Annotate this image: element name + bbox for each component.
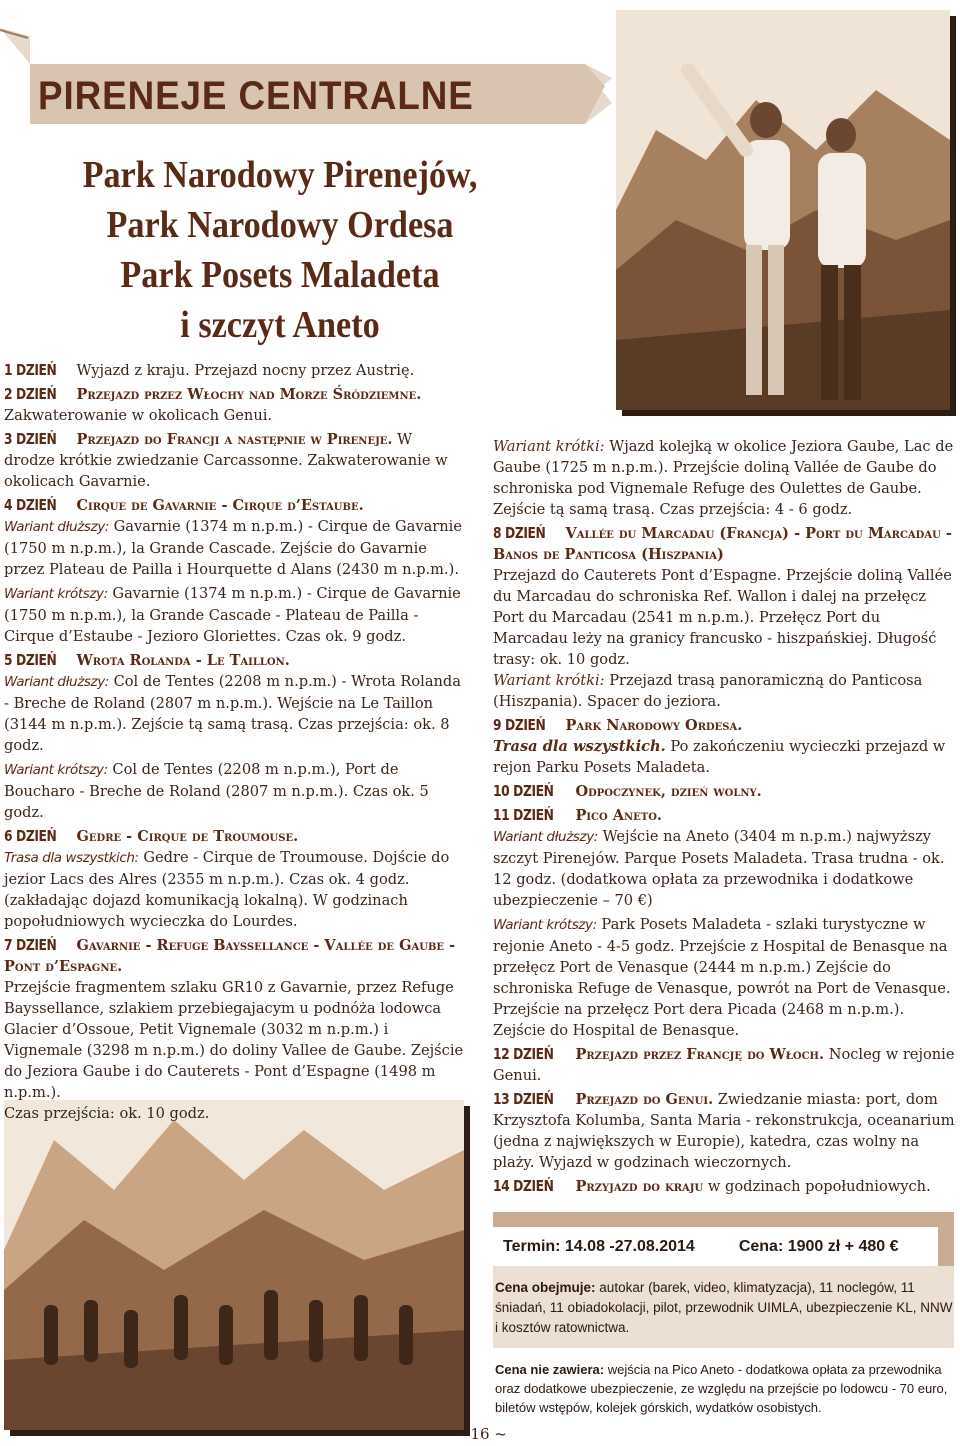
variant-all [493, 736, 955, 778]
variant-all [4, 847, 466, 932]
day-2 [4, 384, 466, 426]
day-text: w godzinach popołudniowych. [707, 1178, 931, 1195]
variant-text: Gavarnie (1374 m n.p.m.) - Cirque de Gavarnie (1750 m n.p.m.), la Grande Cascade - Plateau de Pailla - Cirque d’Estaube - Jezioro Gloriettes. Czas ok. 9 godz. [4, 585, 461, 645]
day-heading: Cirque de Gavarnie - Cirque d’Estaube. [76, 497, 364, 514]
banner-title: PIRENEJE CENTRALNE [38, 74, 474, 118]
variant-long [4, 516, 466, 580]
day-7 [4, 935, 466, 1124]
day-6 [4, 826, 466, 932]
day-12 [493, 1044, 955, 1086]
day-8 [493, 523, 955, 712]
day-heading: Wrota Rolanda - Le Taillon. [76, 652, 290, 669]
variant-short [493, 670, 955, 712]
day-13 [493, 1089, 955, 1173]
day-text: Nocleg w rejonie Genui. [493, 1046, 955, 1084]
price-includes-box [493, 1266, 954, 1348]
variant-text: Wejście na Aneto (3404 m n.p.m.) najwyższy szczyt Pirenejów. Parque Posets Maladeta. Trasa trudna - ok. 12 godz. (dodatkowa opłata za przewodnika i dodatkowe ubezpieczenie – 70 €) [493, 828, 945, 909]
day-text: W drodze krótkie zwiedzanie Carcassonne. Zakwaterowanie w okolicach Gavarnie. [4, 431, 448, 490]
park-title [40, 150, 520, 350]
park-title-line: Park Narodowy Pirenejów, [82, 154, 478, 196]
trip-dates: Termin: 14.08 -27.08.2014 [503, 1238, 695, 1255]
group-photo-illustration [4, 1100, 464, 1430]
excludes-label: Cena nie zawiera: [495, 1362, 605, 1377]
variant-text: Wjazd kolejką w okolice Jeziora Gaube, Lac de Gaube (1725 m n.p.m.). Przejście doliną Vallée de Gaube do schroniska pod Vignemale Refuge des Oulettes de Gaube. Zejście tą samą trasą. Czas przejścia: 4 - 6 godz. [493, 438, 954, 518]
variant-text: Park Posets Maladeta - szlaki turystyczne w rejonie Aneto - 4-5 godz. Przejście z Hospital de Benasque na przełęcz Port de Venasque (2444 m n.p.m.) Zejście do schroniska Refuge de Venasque, powrót na Port de Venasque. Przejście na przełęcz Port dera Picada (2468 m n.p.m.). Zejście do Hospital de Benasque. [493, 916, 951, 1039]
day-label: 6 DZIEŃ [4, 827, 57, 845]
day-label: 1 DZIEŃ [4, 361, 57, 379]
variant-text: Gedre - Cirque de Troumouse. Dojście do jezior Lacs des Alres (2355 m n.p.m.). Czas ok. 4 godz. (zakładając dojazd komunikacją lokalną). W godzinach popołudniowych wycieczka do Lourdes. [4, 849, 450, 930]
day-heading: Pico Aneto. [575, 807, 662, 824]
day-heading: Odpoczynek, dzień wolny. [575, 783, 762, 800]
day-text: Zwiedzanie miasta: port, dom Krzysztofa Kolumba, Santa Maria - rekonstrukcja, oceanarium (jedna z największych w Europie), katedra, czas wolny na plaży. Wyjazd w godzinach wieczornych. [493, 1091, 955, 1171]
day-heading: Przejazd przez Włochy nad Morze Śródziemne. [76, 386, 422, 403]
day-1 [4, 360, 466, 381]
day-7-variant-short [493, 436, 955, 520]
day-4 [4, 495, 466, 647]
day-heading: Park Narodowy Ordesa. [565, 717, 743, 734]
day-label: 9 DZIEŃ [493, 716, 546, 734]
day-text-duration: Czas przejścia: ok. 10 godz. [4, 1105, 210, 1122]
itinerary-right-column [493, 436, 955, 1200]
hikers-photo-illustration [616, 10, 950, 410]
day-heading: Przejazd do Francji a następnie w Pireneje. [76, 431, 393, 448]
day-heading: Vallée du Marcadau (Francja) - Port du Marcadau - Banos de Panticosa (Hiszpania) [493, 525, 952, 563]
variant-label: Wariant dłuższy: [493, 829, 598, 845]
trip-price: Cena: 1900 zł + 480 € [738, 1238, 899, 1255]
itinerary-left-column [4, 360, 466, 1127]
day-heading: Gedre - Cirque de Troumouse. [76, 828, 299, 845]
variant-long [493, 826, 955, 911]
term-price-inner [493, 1227, 938, 1267]
page-number: ~ 16 ~ [453, 1425, 507, 1443]
day-heading: Przejazd do Genui. [575, 1091, 714, 1108]
day-label: 3 DZIEŃ [4, 430, 57, 448]
variant-label: Wariant krótszy: [4, 586, 108, 602]
variant-text: Przejazd trasą panoramiczną do Panticosa (Hiszpania). Spacer do jeziora. [493, 672, 923, 710]
park-title-line: Park Posets Maladeta [120, 254, 440, 296]
day-heading: Gavarnie - Refuge Bayssellance - Vallée de Gaube - Pont d’Espagne. [4, 937, 456, 975]
day-label: 5 DZIEŃ [4, 651, 57, 669]
includes-text: autokar (barek, video, klimatyzacja), 11 noclegów, 11 śniadań, 11 obiadokolacji, pilot, przewodnik UIMLA, ubezpieczenie KL, NNW i kosztów ratownictwa. [495, 1280, 953, 1335]
day-10 [493, 781, 955, 802]
day-label: 14 DZIEŃ [493, 1177, 554, 1195]
group-photo [4, 1100, 464, 1430]
day-label: 10 DZIEŃ [493, 782, 554, 800]
variant-long [4, 671, 466, 756]
price-excludes-box [493, 1352, 954, 1424]
variant-label: Trasa dla wszystkich. [493, 738, 666, 755]
day-text: Zakwaterowanie w okolicach Genui. [4, 407, 273, 424]
variant-text: Col de Tentes (2208 m n.p.m.) - Wrota Rolanda - Breche de Roland (2807 m n.p.m.). Wejście na Le Taillon (3144 m n.p.m.). Zejście tą samą trasą. Czas przejścia: ok. 8 godz. [4, 673, 461, 754]
park-title-line: i szczyt Aneto [180, 304, 380, 346]
header-banner [0, 28, 612, 132]
variant-label: Wariant krótki: [493, 672, 605, 689]
variant-text: Col de Tentes (2208 m n.p.m.), Port de Boucharo - Breche de Roland (2807 m n.p.m.). Czas ok. 5 godz. [4, 761, 429, 821]
day-text: Przejście fragmentem szlaku GR10 z Gavarnie, przez Refuge Bayssellance, szlakiem przebiegajacym u podnóża lodowca Glacier d’Ossoue, Petit Vignemale (3032 m n.p.m.) i Vignemale (3298 m n.p.m.) do doliny Vallee de Gaube. Zejście do Jeziora Gaube i do Cauterets - Pont d’Espagne (1498 m n.p.m.). [4, 979, 464, 1101]
excludes-text: wejścia na Pico Aneto - dodatkowa opłata za przewodnika oraz dodatkowe ubezpieczenie, ze względu na przejście po lodowcu - 70 euro, biletów wstępów, kolejek górskich, wydatków osobistych. [495, 1362, 948, 1415]
day-text: Wyjazd z kraju. Przejazd nocny przez Austrię. [76, 362, 415, 379]
day-11 [493, 805, 955, 1041]
variant-label: Wariant krótki: [493, 438, 605, 455]
variant-label: Wariant dłuższy: [4, 519, 109, 535]
day-label: 12 DZIEŃ [493, 1045, 554, 1063]
hikers-photo [616, 10, 950, 410]
park-title-line: Park Narodowy Ordesa [106, 204, 454, 246]
day-text: Przejazd do Cauterets Pont d’Espagne. Przejście doliną Vallée du Marcadau do schroniska Ref. Wallon i dalej na przełęcz Port du Marcadau (2541 m n.p.m.). Przełęcz Port du Marcadau leży na granicy francusko - hiszpańskiej. Długość trasy: ok. 10 godz. [493, 567, 952, 668]
day-label: 11 DZIEŃ [493, 806, 554, 824]
day-14 [493, 1176, 955, 1197]
variant-short [4, 583, 466, 647]
day-9 [493, 715, 955, 778]
day-label: 8 DZIEŃ [493, 524, 546, 542]
day-heading: Przejazd przez Francję do Włoch. [575, 1046, 825, 1063]
day-3 [4, 429, 466, 492]
variant-text: Po zakończeniu wycieczki przejazd w rejon Parku Posets Maladeta. [493, 738, 946, 776]
includes-label: Cena obejmuje: [495, 1280, 596, 1295]
term-price-box [493, 1212, 954, 1267]
variant-label: Wariant krótszy: [493, 917, 597, 933]
day-label: 13 DZIEŃ [493, 1090, 554, 1108]
day-label: 7 DZIEŃ [4, 936, 57, 954]
variant-label: Trasa dla wszystkich: [4, 850, 139, 866]
variant-short [4, 759, 466, 823]
variant-label: Wariant dłuższy: [4, 674, 109, 690]
day-heading: Przyjazd do kraju [575, 1178, 704, 1195]
variant-text: Gavarnie (1374 m n.p.m.) - Cirque de Gavarnie (1750 m n.p.m.), la Grande Cascade. Zejście do Gavarnie przez Plateau de Pailla i Hourquette d Alans (2430 m n.p.m.). [4, 518, 462, 578]
day-label: 2 DZIEŃ [4, 385, 57, 403]
day-5 [4, 650, 466, 823]
variant-label: Wariant krótszy: [4, 762, 108, 778]
day-label: 4 DZIEŃ [4, 496, 57, 514]
variant-short [493, 914, 955, 1041]
